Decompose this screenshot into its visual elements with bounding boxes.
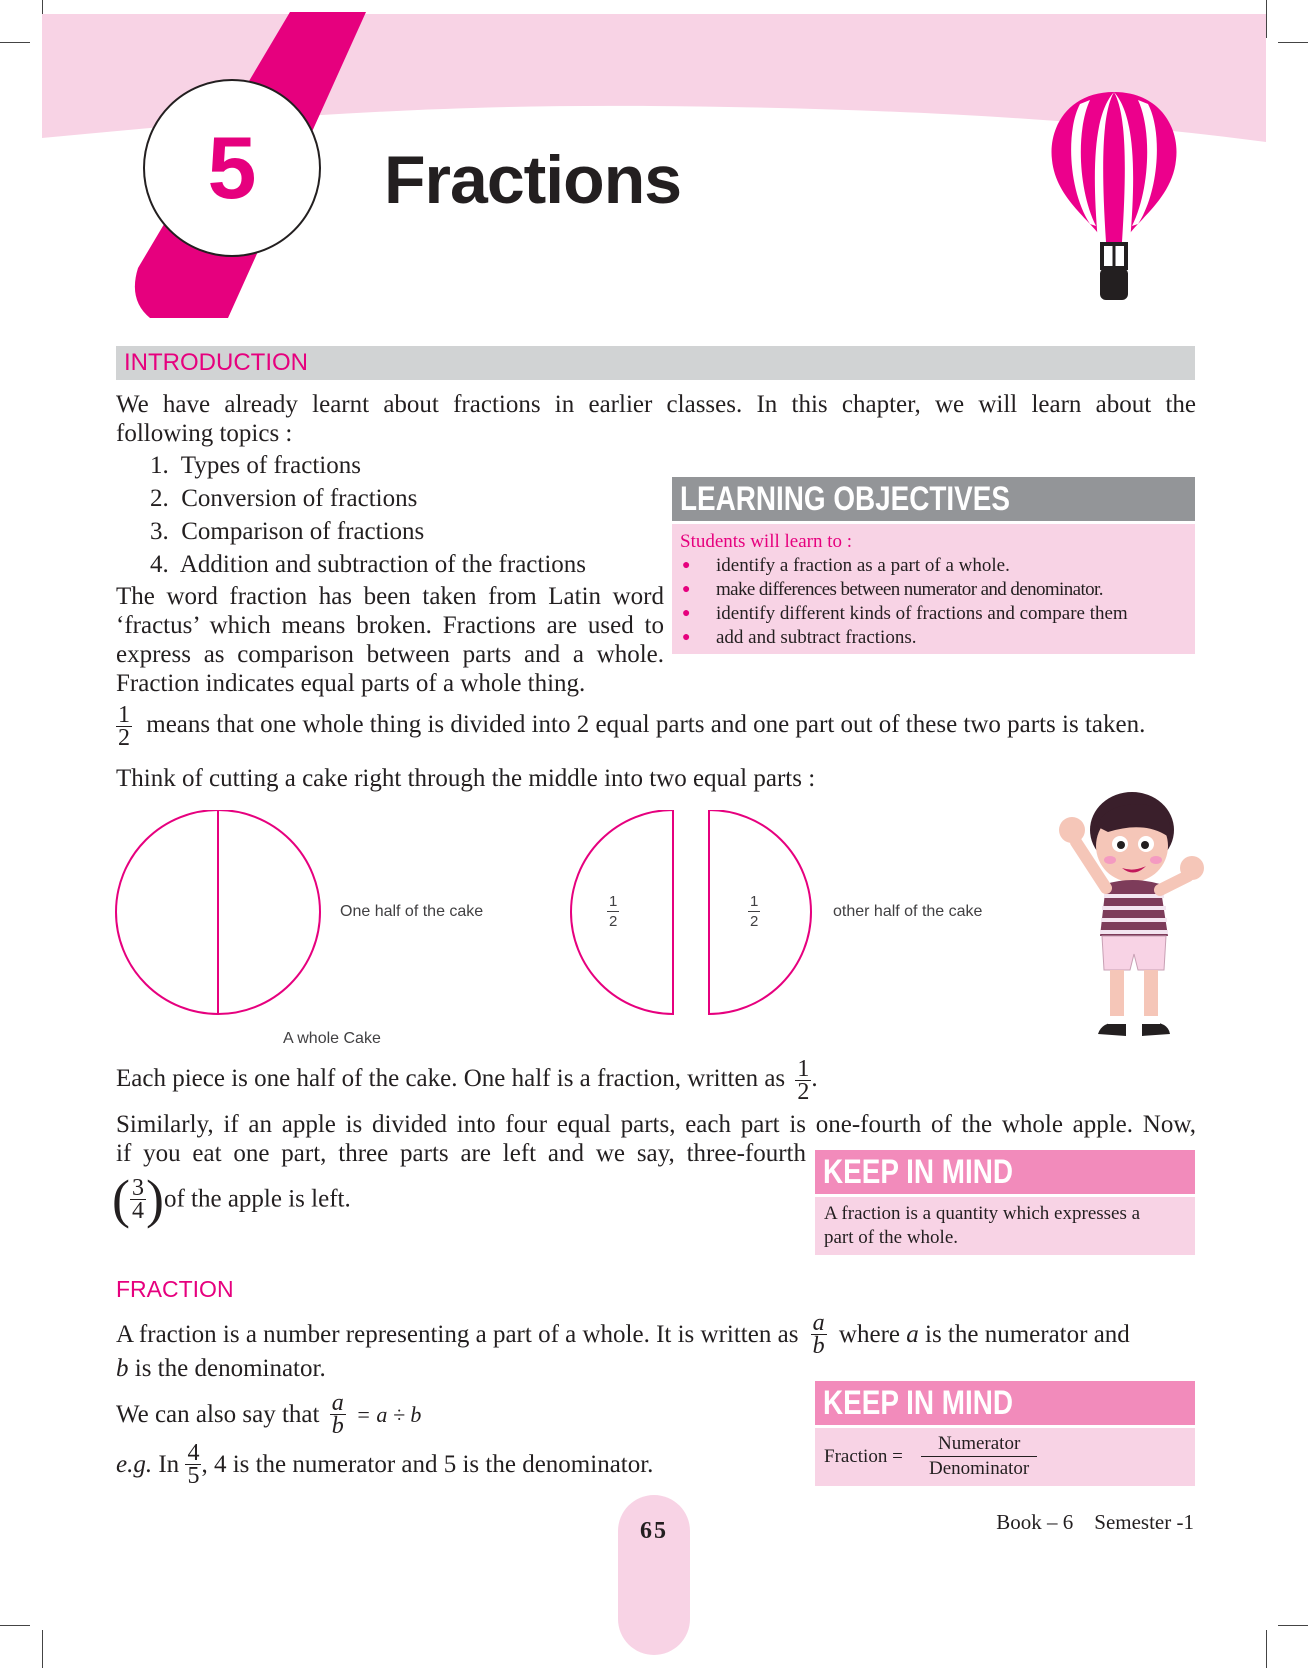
list-item: ● identify different kinds of fractions and compare them bbox=[676, 602, 1191, 626]
keep-in-mind-line: A fraction is a quantity which expresses a bbox=[824, 1203, 1141, 1224]
fractus-paragraph bbox=[116, 582, 664, 698]
each-piece-text: Each piece is one half of the cake. One half is a fraction, written as $\frac{1}{2}$ . bbox=[116, 1056, 818, 1105]
paragraph-line: Fraction indicates equal parts of a whole thing. bbox=[116, 670, 586, 697]
fraction-four-fifths: $\frac{4}{5}$ bbox=[187, 1440, 200, 1489]
list-item: 4. Addition and subtraction of the fractions bbox=[150, 551, 587, 578]
each-piece-sentence: Each piece is one half of the cake. One half is a fraction, written as bbox=[116, 1065, 786, 1093]
apple-line-3: ( $\frac{3}{4}$ )of the apple is left. bbox=[112, 1169, 351, 1229]
list-item: 2. Conversion of fractions bbox=[150, 485, 418, 512]
close-paren: ) bbox=[145, 1169, 164, 1229]
introduction-heading-bar bbox=[116, 346, 1195, 380]
paragraph-line: The word fraction has been taken from Latin word bbox=[116, 583, 664, 610]
paragraph-line: ‘fractus’ which means broken. Fractions are used to bbox=[116, 612, 664, 639]
objectives-list bbox=[676, 554, 1191, 650]
half-explanation bbox=[116, 704, 1206, 749]
half-text: means that one whole thing is divided into 2 equal parts and one part out of these two parts is taken. bbox=[146, 711, 1146, 739]
keep-in-mind-2-header bbox=[815, 1381, 1195, 1425]
fraction-a-over-b: $\frac{a}{b}$ bbox=[812, 1310, 825, 1359]
lead-line: We have already learnt about fractions in earlier classes. In this chapter, we will learn about the bbox=[116, 391, 1196, 418]
fraction-heading: FRACTION bbox=[116, 1276, 234, 1302]
fraction-a-over-b: $\frac{a}{b}$ bbox=[331, 1390, 344, 1439]
keep-in-mind-1-body bbox=[815, 1197, 1195, 1255]
keep-in-mind-2-body bbox=[815, 1428, 1195, 1486]
keep-in-mind-1-title: KEEP IN MIND bbox=[823, 1153, 1014, 1191]
chapter-title: Fractions bbox=[384, 142, 682, 218]
example-line: e.g. In $\frac{4}{5}$ , 4 is the numerator and 5 is the denominator. bbox=[116, 1440, 654, 1489]
apple-line-1: Similarly, if an apple is divided into four equal parts, each part is one-fourth of the whole apple. Now, bbox=[116, 1111, 1196, 1138]
page-number: 65 bbox=[640, 1518, 668, 1544]
other-half-label: other half of the cake bbox=[833, 903, 983, 920]
fraction-definition: A fraction is a number representing a part of a whole. It is written as $\frac{a}{b}$ where a is the numerator and bbox=[116, 1310, 1130, 1359]
left-half-cake bbox=[571, 810, 673, 1014]
paragraph-line: express as comparison between parts and a whole. bbox=[116, 641, 664, 668]
apple-line-2: if you eat one part, three parts are left and we say, three-fourth bbox=[116, 1140, 806, 1167]
lead-line: following topics : bbox=[116, 420, 293, 447]
learning-objectives-title: LEARNING OBJECTIVES bbox=[680, 480, 1010, 518]
topics-list bbox=[150, 451, 586, 583]
right-half-fraction: $\frac{1}{2}$ bbox=[750, 893, 759, 930]
hot-air-balloon-icon bbox=[1052, 92, 1177, 300]
one-half-label: One half of the cake bbox=[340, 903, 484, 920]
introduction-heading: INTRODUCTION bbox=[124, 349, 308, 376]
list-item: ● identify a fraction as a part of a whole. bbox=[676, 554, 1191, 578]
learning-objectives-intro: Students will learn to : bbox=[680, 531, 853, 552]
keep-in-mind-line: part of the whole. bbox=[824, 1227, 959, 1248]
whole-cake-label: A whole Cake bbox=[283, 1030, 381, 1047]
fraction-label: Fraction = bbox=[824, 1446, 903, 1467]
numerator-over-denominator: Numerator Denominator bbox=[921, 1432, 1037, 1481]
left-half-fraction: $\frac{1}{2}$ bbox=[609, 893, 618, 930]
fraction-three-fourths: $\frac{3}{4}$ bbox=[131, 1174, 144, 1224]
book-info: Book – 6 Semester -1 bbox=[996, 1510, 1194, 1534]
list-item: 1. Types of fractions bbox=[150, 452, 361, 479]
keep-in-mind-2-title: KEEP IN MIND bbox=[823, 1384, 1014, 1422]
list-item: ● add and subtract fractions. bbox=[676, 626, 1191, 650]
crop-mark bbox=[1266, 1630, 1267, 1668]
learning-objectives-header bbox=[672, 477, 1195, 521]
division-equation: We can also say that $\frac{a}{b}$ = a ÷ b bbox=[116, 1390, 422, 1439]
crop-mark bbox=[42, 1630, 43, 1668]
crop-mark bbox=[1278, 1625, 1308, 1626]
fraction-one-half: $\frac{1}{2}$ bbox=[118, 702, 130, 751]
keep-in-mind-1-header bbox=[815, 1150, 1195, 1194]
learning-objectives-body bbox=[672, 524, 1195, 654]
fraction-one-half-inline: $\frac{1}{2}$ bbox=[797, 1056, 810, 1105]
crop-mark bbox=[0, 1625, 30, 1626]
denominator-line: b is the denominator. bbox=[116, 1355, 326, 1382]
introduction-lead bbox=[116, 390, 1196, 448]
list-item: 3. Comparison of fractions bbox=[150, 518, 425, 545]
chapter-number: 5 bbox=[207, 118, 257, 217]
list-item: ● make differences between numerator and denominator. bbox=[676, 578, 1191, 602]
think-text: Think of cutting a cake right through the middle into two equal parts : bbox=[116, 765, 816, 792]
boy-illustration bbox=[1050, 780, 1210, 1058]
open-paren: ( bbox=[112, 1169, 130, 1229]
